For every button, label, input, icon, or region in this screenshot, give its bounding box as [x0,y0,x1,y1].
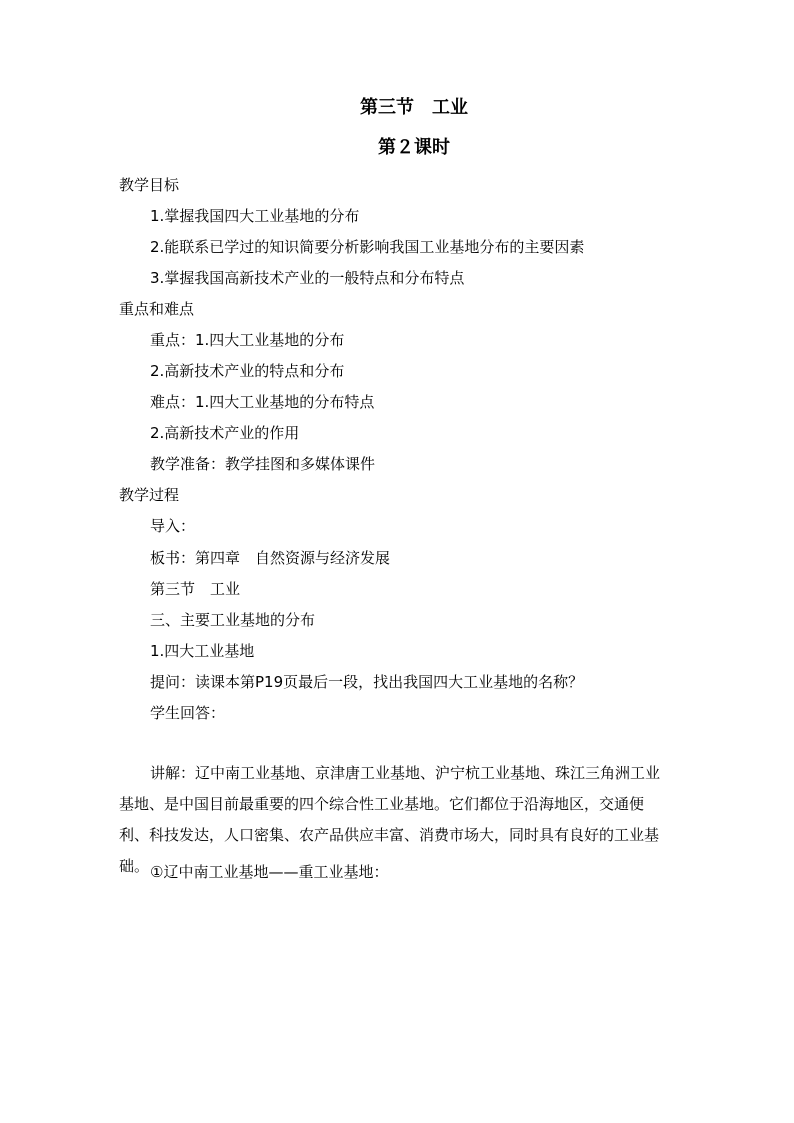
teaching-preparation: 教学准备：教学挂图和多媒体课件 [150,455,376,473]
page-title: 第三节 工业 [360,97,468,118]
process-item-7: 学生回答： [150,704,226,722]
key-point-item-3: 难点：1.四大工业基地的分布特点 [150,393,375,411]
key-point-item-2: 2.高新技术产业的特点和分布 [150,362,345,380]
process-item-4: 三、主要工业基地的分布 [150,611,316,629]
page-subtitle: 第２课时 [378,137,450,158]
section-heading-process: 教学过程 [119,486,180,504]
process-item-1: 导入： [150,517,196,535]
process-item-3: 第三节 工业 [150,580,241,598]
process-item-8: ①辽中南工业基地——重工业基地： [150,863,389,881]
process-item-5: 1.四大工业基地 [150,642,255,660]
section-heading-objectives: 教学目标 [119,176,180,194]
section-heading-key-points: 重点和难点 [119,300,195,318]
objective-item-2: 2.能联系已学过的知识简要分析影响我国工业基地分布的主要因素 [150,238,585,256]
explanation-text: 讲解：辽中南工业基地、京津唐工业基地、沪宁杭工业基地、珠江三角洲工业基地、是中国目前最重要的四个综合性工业基地。它们都位于沿海地区，交通便利、科技发达，人口密集、农产品供应丰富、消费市场大，同时具有良好的工业基础。 [119,764,661,875]
process-item-2: 板书：第四章 自然资源与经济发展 [150,549,391,567]
process-item-6: 提问：读课本第P19页最后一段，找出我国四大工业基地的名称？ [150,673,584,691]
objective-item-3: 3.掌握我国高新技术产业的一般特点和分布特点 [150,269,465,287]
key-point-item-1: 重点：1.四大工业基地的分布 [150,331,345,349]
key-point-item-4: 2.高新技术产业的作用 [150,424,300,442]
objective-item-1: 1.掌握我国四大工业基地的分布 [150,207,360,225]
